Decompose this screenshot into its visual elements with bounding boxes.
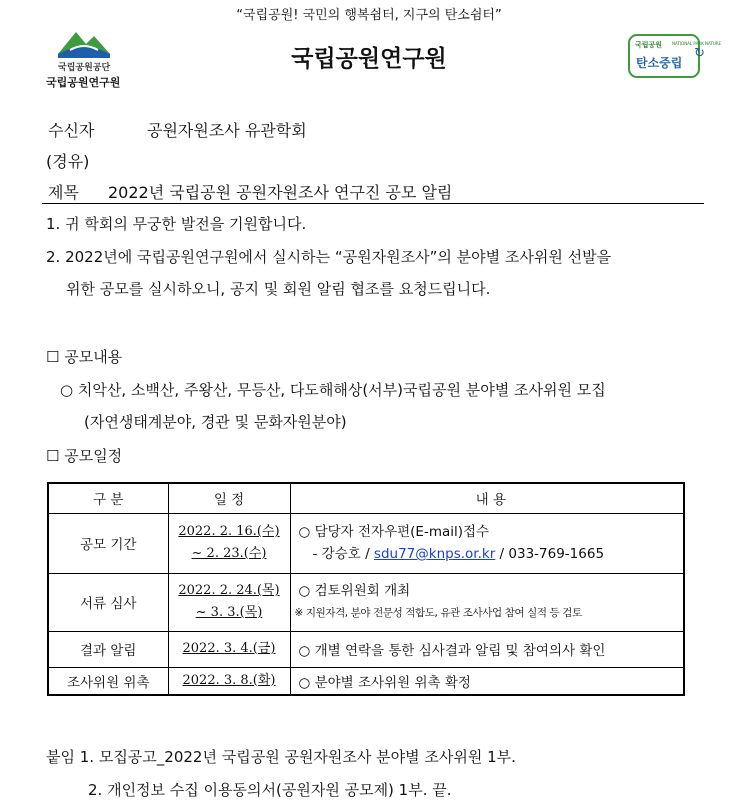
- content-item-line2: (자연생태계분야, 경관 및 문화자원분야): [84, 413, 347, 431]
- attachment-line2: 2. 개인정보 수집 이용동의서(공원자원 공모제) 1부. 끝.: [88, 781, 452, 799]
- row-content: [290, 513, 684, 573]
- table-header-row: [48, 483, 684, 513]
- row-date: [168, 667, 290, 695]
- schedule-heading: ☐ 공모일정: [46, 447, 123, 465]
- content-note: ※ 지원자격, 분야 전문성 적합도, 유관 조사사업 참여 실적 등 검토: [294, 607, 582, 619]
- date-end: ~ 2. 23.(수): [191, 546, 267, 561]
- row-content: ○ 분야별 조사위원 위촉 확정: [290, 667, 684, 695]
- refresh-arrow-icon: ↻: [694, 46, 705, 61]
- content-heading: ☐ 공모내용: [46, 348, 123, 366]
- row-date: [168, 513, 290, 573]
- date-single: 2022. 3. 8.(화): [182, 672, 276, 688]
- paragraph-1: 1. 귀 학회의 무궁한 발전을 기원합니다.: [46, 215, 307, 233]
- header-category: 구 분: [48, 483, 168, 513]
- header-content: 내 용: [290, 483, 684, 513]
- subject-label: 제목: [48, 183, 79, 202]
- content-item-line1: ○ 치악산, 소백산, 주왕산, 무등산, 다도해해상(서부)국립공원 분야별 조사위원 모집: [60, 381, 606, 399]
- subject-value: 2022년 국립공원 공원자원조사 연구진 공모 알림: [108, 183, 453, 202]
- recipient-label: 수신자: [48, 121, 95, 140]
- row-date: [168, 573, 290, 631]
- logo-org-line1: 국립공원공단: [58, 63, 111, 73]
- paragraph-2-line1: 2. 2022년에 국립공원연구원에서 실시하는 “공원자원조사”의 분야별 조사위원 선발을: [46, 248, 612, 266]
- table-row: [48, 513, 684, 573]
- contact-phone: / 033-769-1665: [495, 546, 605, 562]
- table-row: [48, 631, 684, 667]
- paragraph-2-line2: 위한 공모를 실시하오니, 공지 및 회원 알림 협조를 요청드립니다.: [66, 280, 491, 298]
- row-category: 공모 기간: [48, 513, 168, 573]
- row-content: ○ 개별 연락을 통한 심사결과 알림 및 참여의사 확인: [290, 631, 684, 667]
- recipient-value: 공원자원조사 유관학회: [147, 121, 307, 140]
- date-start: 2022. 2. 24.(목): [178, 583, 280, 598]
- header-schedule: 일 정: [168, 483, 290, 513]
- logo-org-line2: 국립공원연구원: [46, 76, 121, 89]
- row-category: 조사위원 위촉: [48, 667, 168, 695]
- contact-line: [299, 543, 684, 565]
- badge-top-text: 국립공원: [635, 41, 663, 49]
- schedule-table: [47, 482, 685, 696]
- attachment-line1: 붙임 1. 모집공고_2022년 국립공원 공원자원조사 분야별 조사위원 1부.: [46, 748, 516, 766]
- table-row: [48, 667, 684, 695]
- contact-name: - 강승호 /: [312, 546, 374, 562]
- document-title: 국립공원연구원: [291, 45, 447, 72]
- via-label: (경유): [46, 152, 90, 171]
- badge-main-text: 탄소중립: [636, 56, 683, 70]
- carbon-neutral-badge: [628, 34, 722, 78]
- row-date: [168, 631, 290, 667]
- row-category: 결과 알림: [48, 631, 168, 667]
- date-single: 2022. 3. 4.(금): [182, 641, 276, 656]
- contact-email-link[interactable]: sdu77@knps.or.kr: [373, 546, 496, 562]
- content-line1: ○ 담당자 전자우편(E-mail)접수: [298, 524, 490, 540]
- date-end: ~ 3. 3.(목): [195, 605, 263, 620]
- row-category: 서류 심사: [48, 573, 168, 631]
- divider-line: [42, 203, 704, 204]
- date-start: 2022. 2. 16.(수): [178, 524, 280, 539]
- content-line1: ○ 검토위원회 개최: [298, 583, 411, 599]
- motto-text: “국립공원! 국민의 행복쉼터, 지구의 탄소쉼터”: [236, 8, 502, 23]
- badge-sub-text: NATIONAL PARK NATURE: [672, 41, 722, 46]
- table-row: [48, 573, 684, 631]
- row-content: [290, 573, 684, 631]
